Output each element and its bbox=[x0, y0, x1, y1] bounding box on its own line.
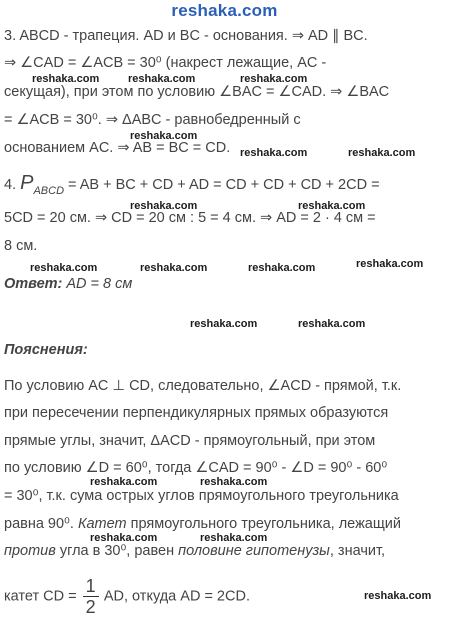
explanation-text: равна 90⁰. bbox=[4, 516, 78, 532]
explanation-line-4: по условию ∠D = 60⁰, тогда ∠CAD = 90⁰ - ∠D = 90⁰ - 60⁰ bbox=[4, 460, 388, 476]
watermark: reshaka.com bbox=[364, 590, 432, 602]
explanation-text: , значит, bbox=[329, 543, 386, 559]
watermark: reshaka.com bbox=[356, 258, 424, 270]
watermark: reshaka.com bbox=[348, 147, 416, 159]
watermark: reshaka.com bbox=[240, 147, 308, 159]
watermark: reshaka.com bbox=[128, 73, 196, 85]
fraction-denominator: 2 bbox=[85, 597, 96, 617]
watermark: reshaka.com bbox=[190, 318, 258, 330]
watermark: reshaka.com bbox=[240, 73, 308, 85]
explanation-line-2: при пересечении перпендикулярных прямых образуются bbox=[4, 405, 389, 421]
answer-value: AD = 8 см bbox=[62, 276, 133, 292]
term-opposite: против bbox=[4, 543, 56, 559]
watermark: reshaka.com bbox=[90, 532, 158, 544]
answer-label: Ответ: bbox=[4, 276, 63, 292]
explanation-line-8 bbox=[4, 576, 250, 617]
solution-line-1: 3. ABCD - трапеция. AD и BC - основания. ⇒ AD ∥ BC. bbox=[4, 28, 368, 44]
explanation-text: катет CD = bbox=[4, 588, 81, 605]
solution-line-3: секущая), при этом по условию ∠BAC = ∠CAD. ⇒ ∠BAC bbox=[4, 84, 390, 100]
site-header[interactable]: reshaka.com bbox=[171, 1, 278, 20]
fraction-one-half bbox=[83, 576, 99, 617]
watermark: reshaka.com bbox=[248, 262, 316, 274]
explanation-line-3: прямые углы, значит, ΔACD - прямоугольный, при этом bbox=[4, 433, 376, 449]
watermark: reshaka.com bbox=[90, 476, 158, 488]
watermark: reshaka.com bbox=[298, 318, 366, 330]
explanation-text: прямоугольного треугольника, лежащий bbox=[126, 516, 401, 532]
explanation-line-1: По условию AC ⊥ CD, следовательно, ∠ACD - прямой, т.к. bbox=[4, 378, 402, 394]
solution-line-8: 8 см. bbox=[4, 238, 38, 254]
explanation-line-7 bbox=[4, 543, 385, 559]
term-half-hypotenuse: половине гипотенузы bbox=[178, 543, 330, 559]
explanation-text: угла в 30⁰, равен bbox=[55, 543, 179, 559]
watermark: reshaka.com bbox=[32, 73, 100, 85]
perimeter-symbol: P bbox=[20, 172, 34, 194]
watermark: reshaka.com bbox=[30, 262, 98, 274]
watermark: reshaka.com bbox=[130, 200, 198, 212]
answer-line bbox=[4, 276, 132, 292]
watermark: reshaka.com bbox=[140, 262, 208, 274]
perimeter-expression: = AB + BC + CD + AD = CD + CD + CD + 2CD = bbox=[64, 177, 380, 193]
perimeter-subscript: ABCD bbox=[33, 185, 65, 197]
watermark: reshaka.com bbox=[200, 476, 268, 488]
explanation-text: AD, откуда AD = 2CD. bbox=[100, 588, 250, 605]
watermark: reshaka.com bbox=[200, 532, 268, 544]
watermark: reshaka.com bbox=[130, 130, 198, 142]
fraction-numerator: 1 bbox=[83, 576, 99, 597]
step-number: 4. bbox=[4, 177, 21, 193]
explanation-title: Пояснения: bbox=[4, 342, 88, 358]
solution-line-5: основанием AC. ⇒ AB = BC = CD. bbox=[4, 140, 231, 156]
solution-line-6 bbox=[4, 172, 380, 195]
solution-line-4: = ∠ACB = 30⁰. ⇒ ΔABC - равнобедренный с bbox=[4, 112, 301, 128]
explanation-line-6 bbox=[4, 516, 401, 532]
term-kathet: Катет bbox=[77, 516, 127, 532]
solution-line-2: ⇒ ∠CAD = ∠ACB = 30⁰ (накрест лежащие, AC - bbox=[4, 55, 327, 71]
solution-line-7: 5CD = 20 см. ⇒ CD = 20 см : 5 = 4 см. ⇒ AD = 2 · 4 см = bbox=[4, 210, 376, 226]
watermark: reshaka.com bbox=[298, 200, 366, 212]
explanation-line-5: = 30⁰, т.к. сума острых углов прямоугольного треугольника bbox=[4, 488, 399, 504]
